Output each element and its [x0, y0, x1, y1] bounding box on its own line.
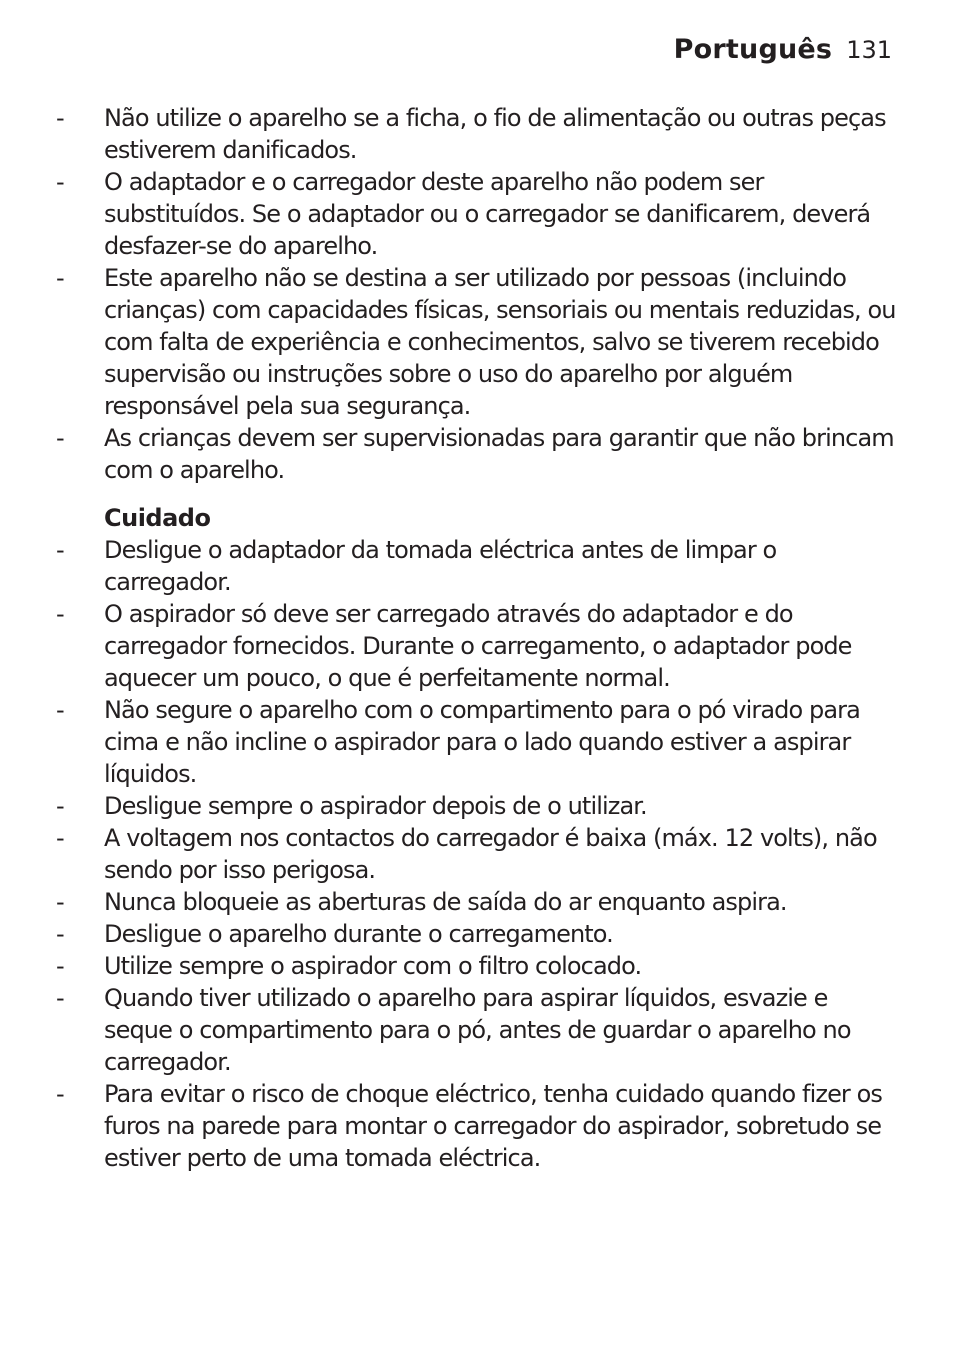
- bullet-dash: -: [56, 600, 64, 628]
- section-heading-caution: Cuidado: [104, 504, 211, 532]
- language-title: Português: [673, 34, 833, 65]
- list-item: [56, 262, 901, 422]
- bullet-dash: -: [56, 104, 64, 132]
- bullet-dash: -: [56, 536, 64, 564]
- list-item-text: Utilize sempre o aspirador com o filtro colocado.: [104, 952, 642, 980]
- list-item: [56, 694, 901, 790]
- bullet-dash: -: [56, 888, 64, 916]
- bullet-dash: -: [56, 424, 64, 452]
- list-item: [56, 918, 901, 950]
- bullet-dash: -: [56, 920, 64, 948]
- page-header: [674, 34, 892, 65]
- list-item: [56, 1078, 901, 1174]
- list-item-text: Não utilize o aparelho se a ficha, o fio de alimentação ou outras peças estiverem danificados.: [104, 104, 886, 164]
- list-item: [56, 422, 901, 486]
- bullet-dash: -: [56, 952, 64, 980]
- list-item-text: Este aparelho não se destina a ser utilizado por pessoas (incluindo crianças) com capacidades físicas, sensoriais ou mentais reduzidas, ou com falta de experiência e conhecimentos, salvo se tiverem recebido supervisão ou instruções sobre o uso do aparelho por alguém responsável pela sua segurança.: [104, 264, 896, 420]
- bullet-dash: -: [56, 824, 64, 852]
- bullet-dash: -: [56, 168, 64, 196]
- list-item-text: O aspirador só deve ser carregado através do adaptador e do carregador fornecidos. Durante o carregamento, o adaptador pode aquecer um pouco, o que é perfeitamente normal.: [104, 600, 852, 692]
- list-item: [56, 166, 901, 262]
- list-item-text: As crianças devem ser supervisionadas para garantir que não brincam com o aparelho.: [104, 424, 894, 484]
- list-item: [56, 950, 901, 982]
- manual-content: [56, 102, 901, 1174]
- list-item-text: Desligue sempre o aspirador depois de o utilizar.: [104, 792, 647, 820]
- list-item: [56, 534, 901, 598]
- list-item: [56, 598, 901, 694]
- list-item: [56, 102, 901, 166]
- list-item-text: Não segure o aparelho com o compartimento para o pó virado para cima e não incline o aspirador para o lado quando estiver a aspirar líquidos.: [104, 696, 860, 788]
- caution-list: [56, 534, 901, 1174]
- list-item-text: Nunca bloqueie as aberturas de saída do ar enquanto aspira.: [104, 888, 787, 916]
- bullet-dash: -: [56, 264, 64, 292]
- list-item-text: Para evitar o risco de choque eléctrico, tenha cuidado quando fizer os furos na parede para montar o carregador do aspirador, sobretudo se estiver perto de uma tomada eléctrica.: [104, 1080, 883, 1172]
- list-item: [56, 822, 901, 886]
- bullet-dash: -: [56, 984, 64, 1012]
- bullet-dash: -: [56, 792, 64, 820]
- list-item: [56, 982, 901, 1078]
- list-item-text: A voltagem nos contactos do carregador é baixa (máx. 12 volts), não sendo por isso perigosa.: [104, 824, 877, 884]
- list-item-text: Quando tiver utilizado o aparelho para aspirar líquidos, esvazie e seque o compartimento para o pó, antes de guardar o aparelho no carregador.: [104, 984, 851, 1076]
- page-number: 131: [846, 36, 892, 64]
- bullet-dash: -: [56, 1080, 64, 1108]
- list-item-text: Desligue o adaptador da tomada eléctrica antes de limpar o carregador.: [104, 536, 777, 596]
- bullet-dash: -: [56, 696, 64, 724]
- list-item: [56, 886, 901, 918]
- warnings-list: [56, 102, 901, 486]
- list-item: [56, 790, 901, 822]
- list-item-text: O adaptador e o carregador deste aparelho não podem ser substituídos. Se o adaptador ou o carregador se danificarem, deverá desfazer-se do aparelho.: [104, 168, 871, 260]
- list-item-text: Desligue o aparelho durante o carregamento.: [104, 920, 613, 948]
